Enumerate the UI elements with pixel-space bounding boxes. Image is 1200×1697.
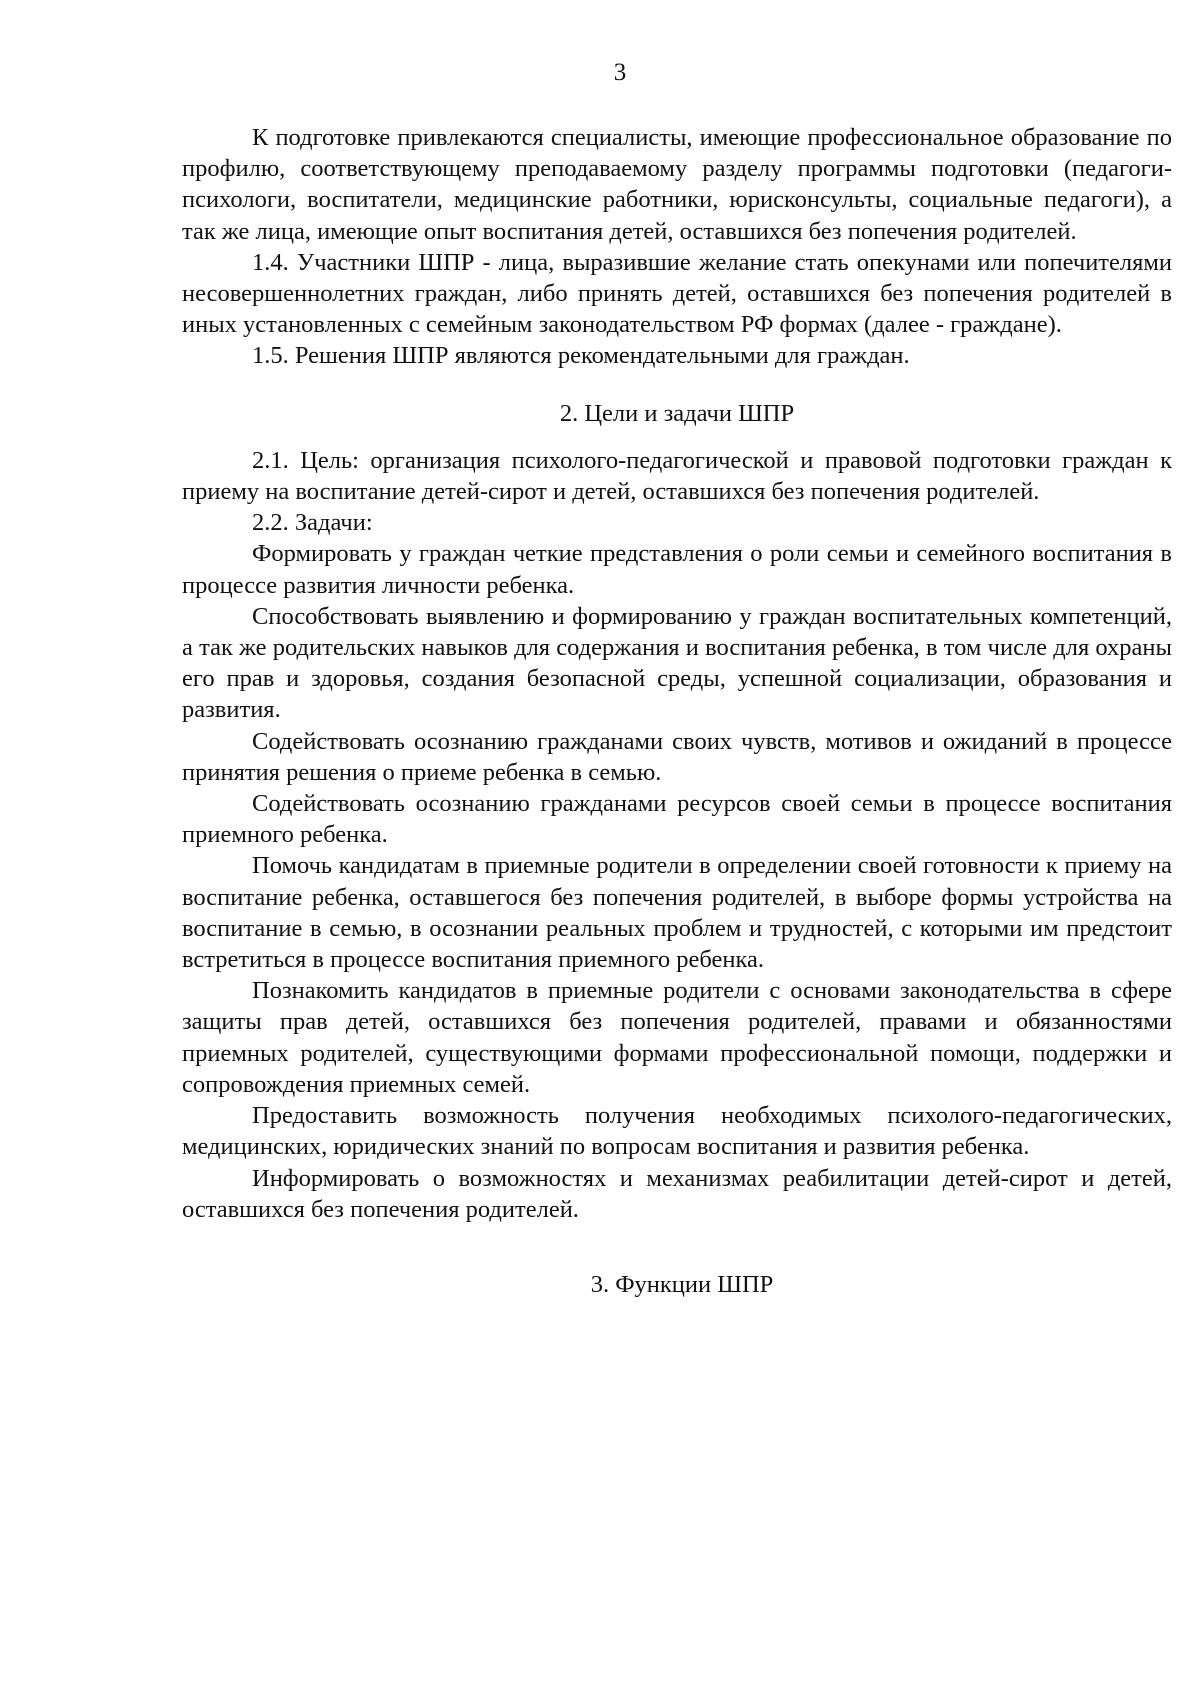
paragraph-2-1: 2.1. Цель: организация психолого-педагогической и правовой подготовки граждан к приему на воспитание детей-сирот и детей, оставшихся без попечения родителей. xyxy=(182,446,1172,506)
paragraph-2-2: 2.2. Задачи: xyxy=(252,509,373,537)
section-heading-2: 2. Цели и задачи ШПР xyxy=(559,399,795,427)
paragraph-specialists: К подготовке привлекаются специалисты, имеющие профессиональное образование по профилю, соответствующему преподаваемому разделу программы подготовки (педагоги-психологи, воспитатели, медицинские работники, юрисконсульты, социальные педагоги), а так же лица, имеющие опыт воспитания детей, оставшихся без попечения родителей. xyxy=(182,124,1172,245)
task-item: Содействовать осознанию гражданами ресурсов своей семьи в процессе воспитания приемного ребенка. xyxy=(182,790,1172,849)
task-item: Предоставить возможность получения необходимых психолого-педагогических, медицинских, юридических знаний по вопросам воспитания и развития ребенка. xyxy=(182,1102,1172,1161)
task-item: Формировать у граждан четкие представления о роли семьи и семейного воспитания в процессе развития личности ребенка. xyxy=(182,540,1172,599)
task-item: Помочь кандидатам в приемные родители в определении своей готовности к приему на воспитание ребенка, оставшегося без попечения родителей, в выборе формы устройства на воспитание в семью, в осознании реальных проблем и трудностей, с которыми им предстоит встретиться в процессе воспитания приемного ребенка. xyxy=(182,852,1172,974)
paragraph-1-4: 1.4. Участники ШПР - лица, выразившие желание стать опекунами или попечителями несовершеннолетних граждан, либо принять детей, оставшихся без попечения родителей в иных установленных с семейным законодательством РФ формах (далее - граждане). xyxy=(182,248,1172,339)
document-body xyxy=(182,122,1172,1300)
paragraph-1-5: 1.5. Решения ШПР являются рекомендательными для граждан. xyxy=(252,342,910,370)
page-number: 3 xyxy=(613,59,627,86)
task-item: Информировать о возможностях и механизмах реабилитации детей-сирот и детей, оставшихся без попечения родителей. xyxy=(182,1164,1172,1223)
section-heading-3: 3. Функции ШПР xyxy=(590,1270,774,1298)
task-item: Способствовать выявлению и формированию у граждан воспитательных компетенций, а так же родительских навыков для содержания и воспитания ребенка, в том числе для охраны его прав и здоровья, создания безопасной среды, успешной социализации, образования и развития. xyxy=(182,602,1172,724)
task-item: Познакомить кандидатов в приемные родители с основами законодательства в сфере защиты прав детей, оставшихся без попечения родителей, правами и обязанностями приемных родителей, существующими формами профессиональной помощи, поддержки и сопровождения приемных семей. xyxy=(182,977,1172,1098)
task-item: Содействовать осознанию гражданами своих чувств, мотивов и ожиданий в процессе принятия решения о приеме ребенка в семью. xyxy=(182,727,1172,786)
